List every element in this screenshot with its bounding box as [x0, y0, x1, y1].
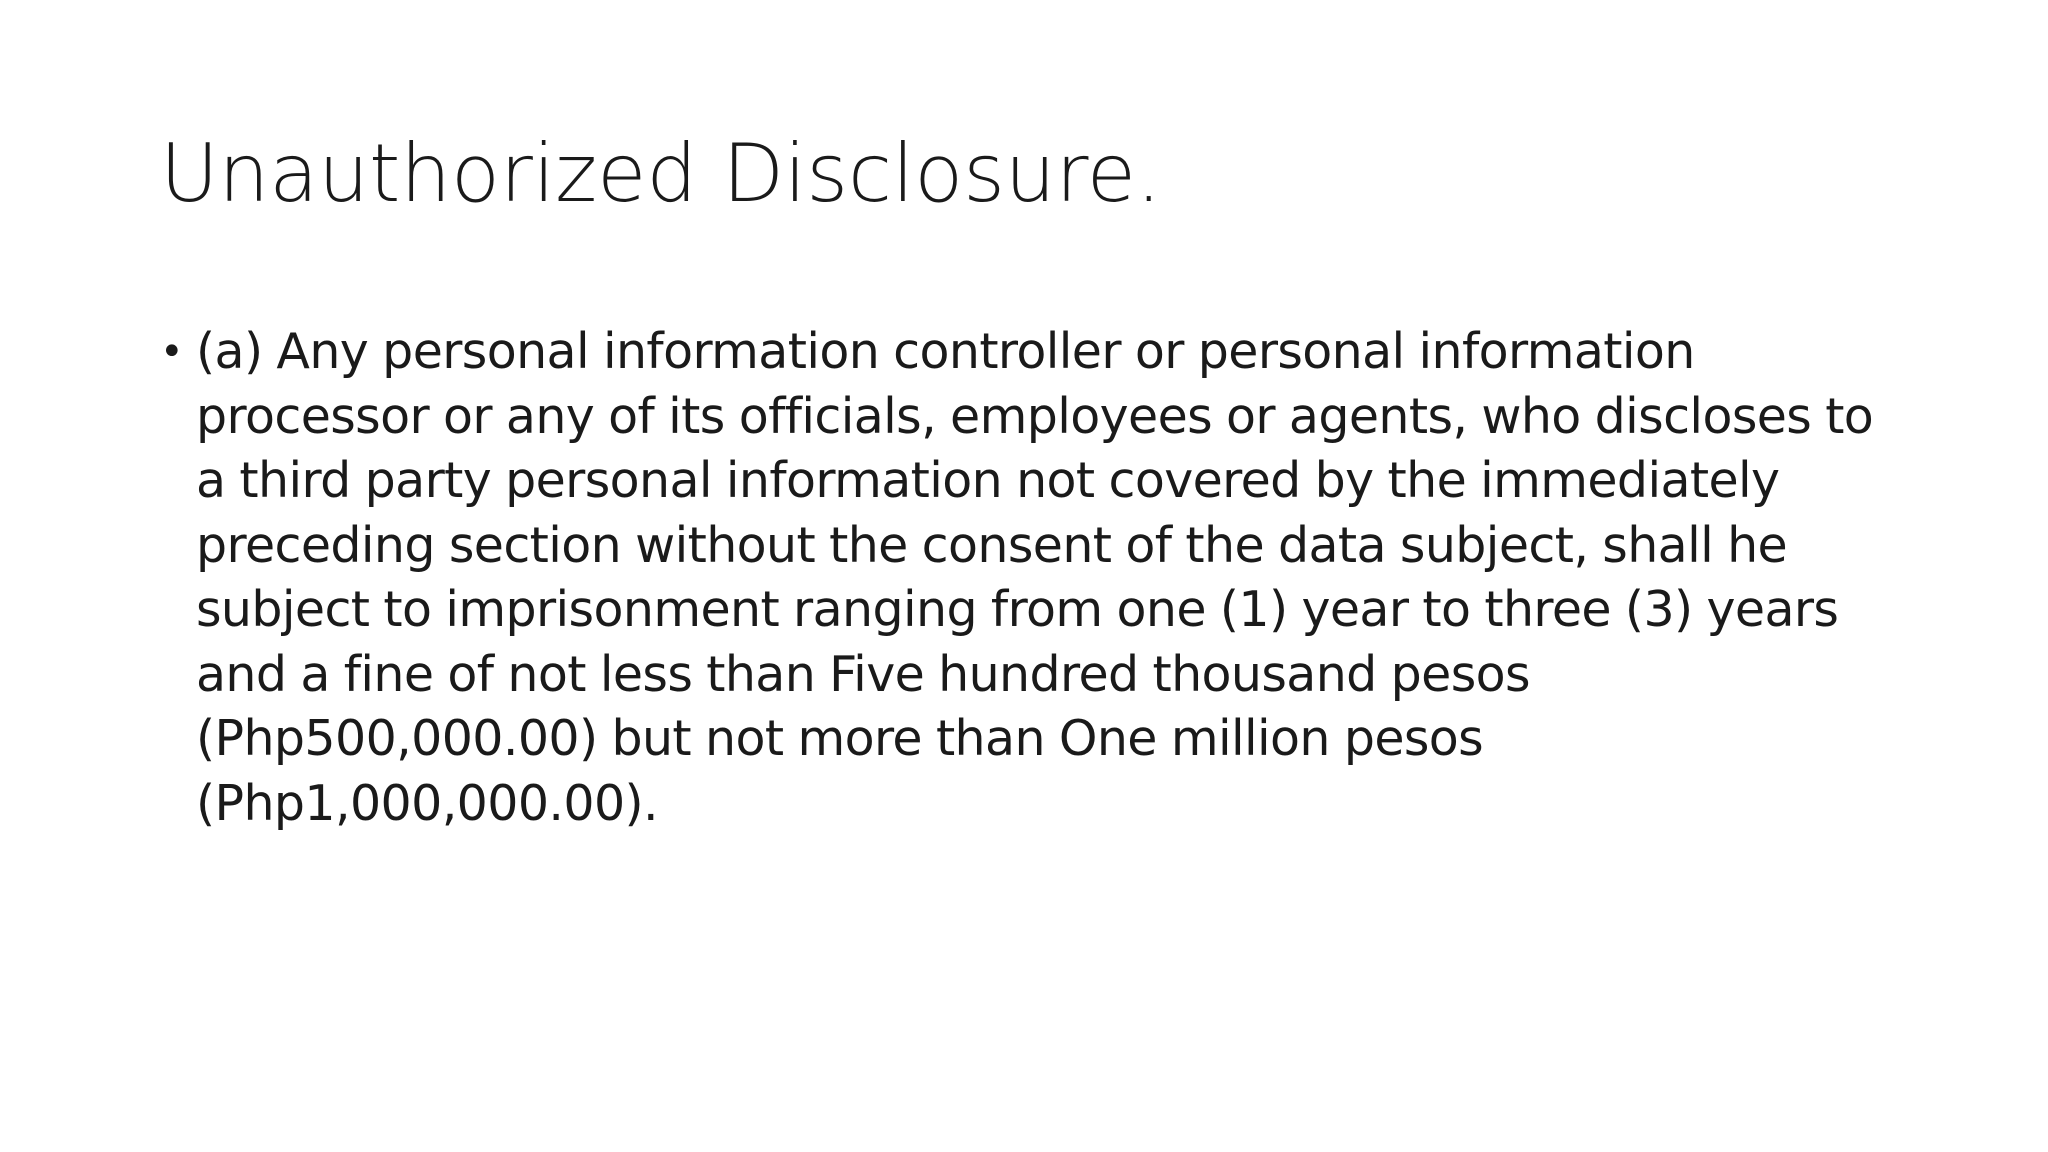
- slide-title: Unauthorized Disclosure.: [160, 127, 1162, 220]
- bullet-text-line: preceding section without the consent of the data subject, shall he: [196, 516, 1788, 574]
- bullet-text-line: processor or any of its officials, employees or agents, who discloses to: [196, 387, 1874, 445]
- bullet-text-line: a third party personal information not covered by the immediately: [196, 452, 1780, 509]
- bullet-text-line: (a) Any personal information controller or personal information: [196, 323, 1695, 380]
- bullet-item: [160, 320, 1920, 836]
- bullet-list: [160, 320, 1920, 836]
- bullet-text-line: subject to imprisonment ranging from one (1) year to three (3) years: [196, 581, 1839, 638]
- bullet-marker: •: [160, 329, 184, 375]
- bullet-text-line: (Php500,000.00) but not more than One million pesos: [196, 710, 1484, 767]
- bullet-text: [196, 320, 1920, 836]
- bullet-text-line: (Php1,000,000.00).: [196, 774, 659, 832]
- bullet-text-line: and a fine of not less than Five hundred thousand pesos: [196, 645, 1530, 703]
